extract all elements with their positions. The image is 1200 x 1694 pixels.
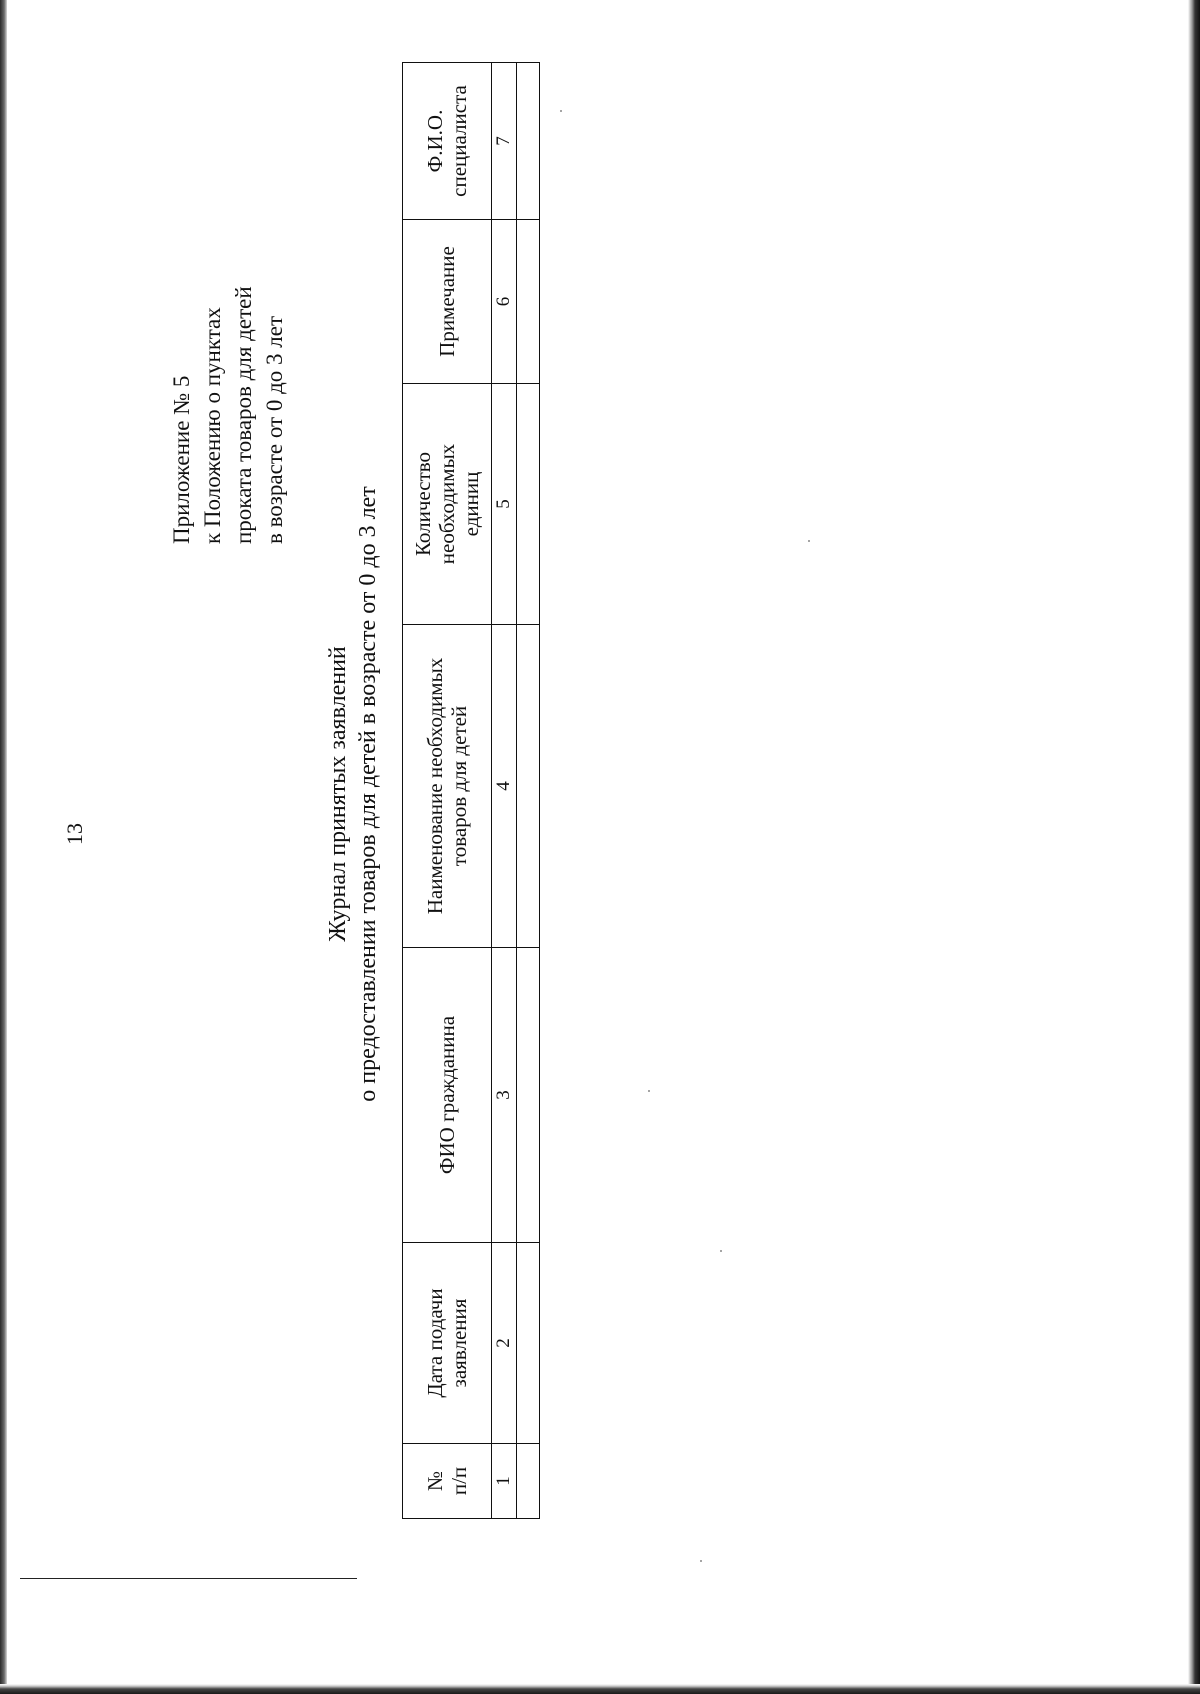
column-number-cell: 5 bbox=[492, 384, 517, 625]
header-cell-date: Дата подачи заявления bbox=[403, 1243, 492, 1444]
column-number-cell: 1 bbox=[492, 1444, 517, 1519]
column-number-cell: 6 bbox=[492, 220, 517, 384]
appendix-line: к Положению о пунктах bbox=[200, 307, 225, 544]
table-row bbox=[517, 63, 540, 1519]
table-column-number-row bbox=[492, 63, 517, 1519]
table-cell bbox=[517, 220, 540, 384]
column-number-cell: 4 bbox=[492, 625, 517, 948]
journal-title bbox=[323, 194, 383, 1394]
column-number-cell: 7 bbox=[492, 63, 517, 220]
table-cell bbox=[517, 948, 540, 1243]
table-header-row bbox=[403, 63, 492, 1519]
page-number: 13 bbox=[62, 823, 87, 845]
table-cell bbox=[517, 1444, 540, 1519]
journal-table bbox=[402, 62, 540, 1519]
column-number-cell: 3 bbox=[492, 948, 517, 1243]
table-cell bbox=[517, 1243, 540, 1444]
header-cell-goods-name: Наименование необходимых товаров для детей bbox=[403, 625, 492, 948]
column-number-cell: 2 bbox=[492, 1243, 517, 1444]
header-cell-number: № п/п bbox=[403, 1444, 492, 1519]
table-cell bbox=[517, 625, 540, 948]
appendix-block bbox=[166, 84, 290, 544]
header-cell-citizen-name: ФИО гражданина bbox=[403, 948, 492, 1243]
table-cell bbox=[517, 384, 540, 625]
appendix-line: Приложение № 5 bbox=[169, 375, 194, 544]
appendix-line: проката товаров для детей bbox=[231, 286, 256, 544]
header-cell-quantity: Количество необходимых единиц bbox=[403, 384, 492, 625]
appendix-line: в возрасте от 0 до 3 лет bbox=[262, 315, 287, 544]
journal-title-line: о предоставлении товаров для детей в возрасте от 0 до 3 лет bbox=[355, 486, 381, 1102]
table-cell bbox=[517, 63, 540, 220]
journal-title-line: Журнал принятых заявлений bbox=[325, 646, 351, 942]
header-cell-specialist: Ф.И.О. специалиста bbox=[403, 63, 492, 220]
header-cell-note: Примечание bbox=[403, 220, 492, 384]
